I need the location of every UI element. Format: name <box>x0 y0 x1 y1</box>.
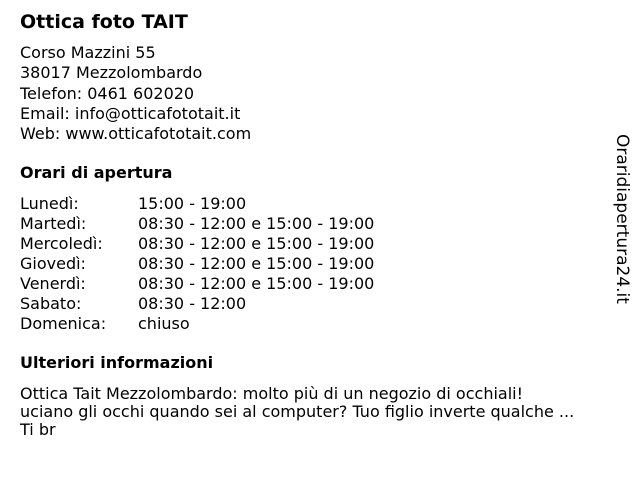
city-address: 38017 Mezzolombardo <box>20 63 203 83</box>
hours-heading: Orari di apertura <box>20 163 173 182</box>
day-label: Mercoledì: <box>20 234 103 253</box>
street-address: Corso Mazzini 55 <box>20 43 156 62</box>
hours-value: chiuso <box>138 314 190 333</box>
site-watermark: Oraridiapertura24.it <box>612 134 632 304</box>
day-label: Martedì: <box>20 214 87 233</box>
hours-row-saturday <box>20 294 374 314</box>
hours-value: 08:30 - 12:00 e 15:00 - 19:00 <box>138 214 375 233</box>
day-label: Sabato: <box>20 294 82 313</box>
day-label: Lunedì: <box>20 194 79 213</box>
email-address[interactable]: Email: info@otticafototait.it <box>20 103 241 123</box>
hours-row-wednesday <box>20 234 374 254</box>
hours-value: 08:30 - 12:00 e 15:00 - 19:00 <box>138 254 375 273</box>
hours-row-thursday <box>20 254 374 274</box>
hours-table <box>20 194 374 334</box>
hours-row-monday <box>20 194 374 214</box>
hours-value: 15:00 - 19:00 <box>138 194 247 213</box>
hours-value: 08:30 - 12:00 e 15:00 - 19:00 <box>138 274 375 293</box>
hours-row-friday <box>20 274 374 294</box>
website-address[interactable]: Web: www.otticafototait.com <box>20 124 252 144</box>
contact-block <box>20 43 251 144</box>
hours-value: 08:30 - 12:00 <box>138 294 247 313</box>
phone-number: Telefon: 0461 602020 <box>20 83 195 103</box>
business-name: Ottica foto TAIT <box>20 11 188 33</box>
info-description: Ottica Tait Mezzolombardo: molto più di un negozio di occhiali! uciano gli occhi quando sei al computer? Tuo figlio inverte qualche ... Ti br <box>20 384 575 439</box>
day-label: Domenica: <box>20 314 107 333</box>
day-label: Giovedì: <box>20 254 86 273</box>
hours-value: 08:30 - 12:00 e 15:00 - 19:00 <box>138 234 375 253</box>
info-heading: Ulteriori informazioni <box>20 353 214 372</box>
hours-row-sunday <box>20 314 374 334</box>
day-label: Venerdì: <box>20 274 86 293</box>
hours-row-tuesday <box>20 214 374 234</box>
